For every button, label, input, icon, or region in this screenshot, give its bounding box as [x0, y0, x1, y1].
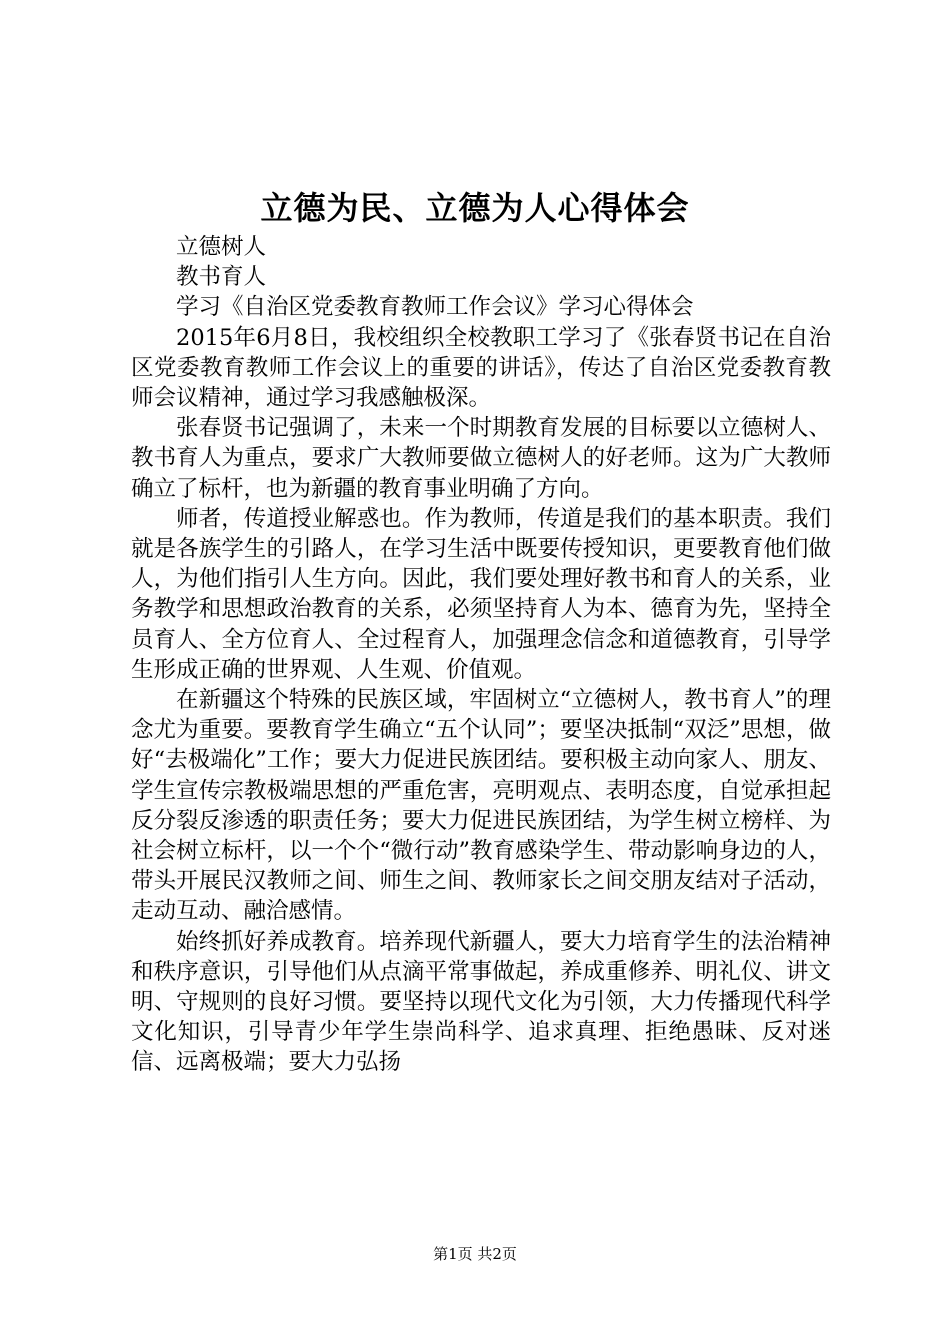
paragraph: 学习《自治区党委教育教师工作会议》学习心得体会	[176, 294, 694, 321]
paragraph: 教书育人	[176, 264, 267, 291]
document-title: 立德为民、立德为人心得体会	[260, 189, 690, 227]
paragraph: 张春贤书记强调了，未来一个时期教育发展的目标要以立德树人、教书育人为重点，要求广大教师要做立德树人的好老师。这为广大教师确立了标杆，也为新疆的教育事业明确了方向。	[131, 415, 831, 502]
page-number-footer: 第1页 共2页	[433, 1245, 517, 1263]
paragraph: 始终抓好养成教育。培养现代新疆人，要大力培育学生的法治精神和秩序意识，引导他们从点滴平常事做起，养成重修养、明礼仪、讲文明、守规则的良好习惯。要坚持以现代文化为引领，大力传播现代科学文化知识，引导青少年学生崇尚科学、追求真理、拒绝愚昧、反对迷信、远离极端；要大力弘扬	[131, 928, 831, 1076]
paragraph: 师者，传道授业解惑也。作为教师，传道是我们的基本职责。我们就是各族学生的引路人，在学习生活中既要传授知识，更要教育他们做人，为他们指引人生方向。因此，我们要处理好教书和育人的关系，业务教学和思想政治教育的关系，必须坚持育人为本、德育为先，坚持全员育人、全方位育人、全过程育人，加强理念信念和道德教育，引导学生形成正确的世界观、人生观、价值观。	[131, 505, 831, 683]
paragraph: 2015年6月8日，我校组织全校教职工学习了《张春贤书记在自治区党委教育教师工作会议上的重要的讲话》，传达了自治区党委教育教师会议精神，通过学习我感触极深。	[131, 324, 831, 412]
paragraph: 立德树人	[176, 234, 267, 260]
document-body	[131, 232, 831, 1078]
paragraph: 在新疆这个特殊的民族区域，牢固树立“立德树人，教书育人”的理念尤为重要。要教育学生确立“五个认同”；要坚决抵制“双泛”思想，做好“去极端化”工作；要大力促进民族团结。要积极主动向家人、朋友、学生宣传宗教极端思想的严重危害，亮明观点、表明态度，自觉承担起反分裂反渗透的职责任务；要大力促进民族团结，为学生树立榜样、为社会树立标杆，以一个个“微行动”教育感染学生、带动影响身边的人，带头开展民汉教师之间、师生之间、教师家长之间交朋友结对子活动，走动互动、融洽感情。	[131, 687, 831, 925]
